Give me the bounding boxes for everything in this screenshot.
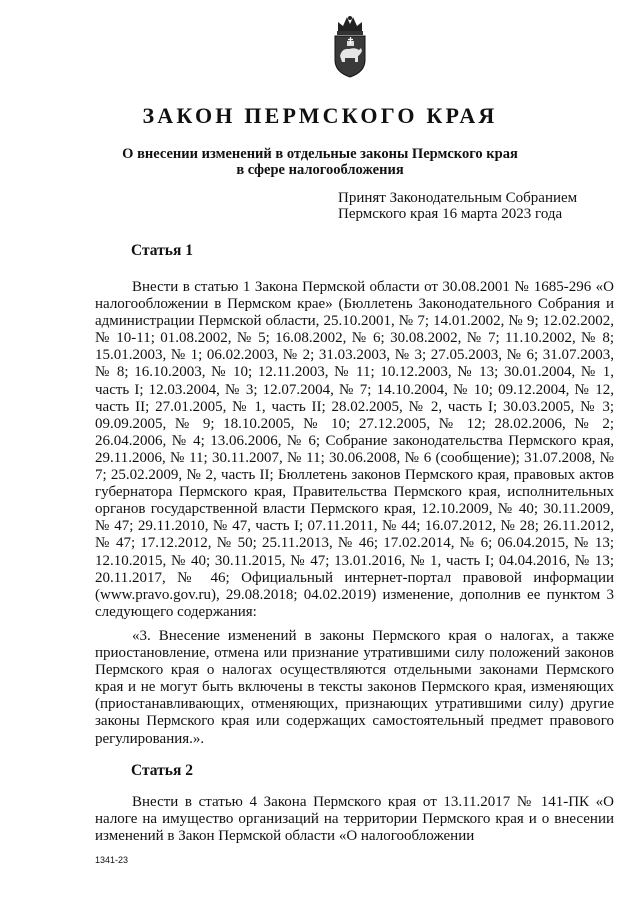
article-1-heading: Статья 1 [131,242,193,259]
adoption-line: Принят Законодательным Собранием [338,190,578,206]
article-1-quoted-paragraph: «3. Внесение изменений в законы Пермского края о налогах, а также приостановление, отмена или признание утратившими силу положений законов Пермского края о налогах осуществляются отдельными законами Пермского края и не могут быть включены в тексты законов Пермского края, изменяющих (приостанавливающих, отменяющих, признающих утратившими силу) другие законы Пермского края или содержащих самостоятельный предмет правового регулирования.». [95,628,614,747]
article-2-paragraph: Внести в статью 4 Закона Пермского края от 13.11.2017 № 141-ПК «О налоге на имущество организаций на территории Пермского края и о внесении изменений в Закон Пермской области «О налогообложении [95,794,614,845]
law-subtitle [90,146,550,178]
subtitle-line: О внесении изменений в отдельные законы Пермского края [122,146,518,162]
law-title: ЗАКОН ПЕРМСКОГО КРАЯ [142,103,498,128]
coat-of-arms-icon [329,14,371,80]
article-1-paragraph: Внести в статью 1 Закона Пермской области от 30.08.2001 № 1685-296 «О налогообложении в Пермском крае» (Бюллетень Законодательного Собрания и администрации Пермской области, 25.10.2001, № 7; 14.01.2002, № 9; 12.02.2002, № 10-11; 01.08.2002, № 5; 16.08.2002, № 6; 30.08.2002, № 7; 11.10.2002, № 8; 15.01.2003, № 1; 06.02.2003, № 2; 31.03.2003, № 3; 27.05.2003, № 6; 31.07.2003, № 8; 16.10.2003, № 10; 12.11.2003, № 11; 10.12.2003, № 13; 30.01.2004, № 1, часть I; 12.03.2004, № 3; 12.07.2004, № 7; 14.10.2004, № 10; 09.12.2004, № 12, часть II; 27.01.2005, № 1, часть II; 28.02.2005, № 2, часть I; 30.03.2005, № 3; 09.09.2005, № 9; 18.10.2005, № 10; 27.12.2005, № 12; 28.02.2006, № 2; 26.04.2006, № 4; 13.06.2006, № 6; Собрание законодательства Пермского края, 29.11.2006, № 11; 30.11.2007, № 11; 30.06.2008, № 6 (сообщение); 31.07.2008, № 7; 25.02.2009, № 2, часть II; Бюллетень законов Пермского края, правовых актов губернатора Пермского края, Правительства Пермского края, исполнительных органов государственной власти Пермского края, 12.10.2009, № 40; 30.11.2009, № 47; 29.11.2010, № 47, часть I; 07.11.2011, № 44; 16.07.2012, № 28; 26.11.2012, № 47; 17.12.2012, № 50; 25.11.2013, № 46; 17.02.2014, № 6; 06.04.2015, № 13; 12.10.2015, № 40; 30.11.2015, № 47; 13.01.2016, № 1, часть I; 04.04.2016, № 13; 20.11.2017, № 46; Официальный интернет-портал правовой информации (www.pravo.gov.ru), 29.08.2018; 04.02.2019) изменение, дополнив ее пунктом 3 следующего содержания: [95,279,614,620]
adoption-line: Пермского края 16 марта 2023 года [338,205,563,222]
article-2-heading: Статья 2 [131,762,193,779]
document-number: 1341-23 [95,855,129,865]
subtitle-line: в сфере налогообложения [236,162,404,178]
adoption-note [338,191,577,222]
